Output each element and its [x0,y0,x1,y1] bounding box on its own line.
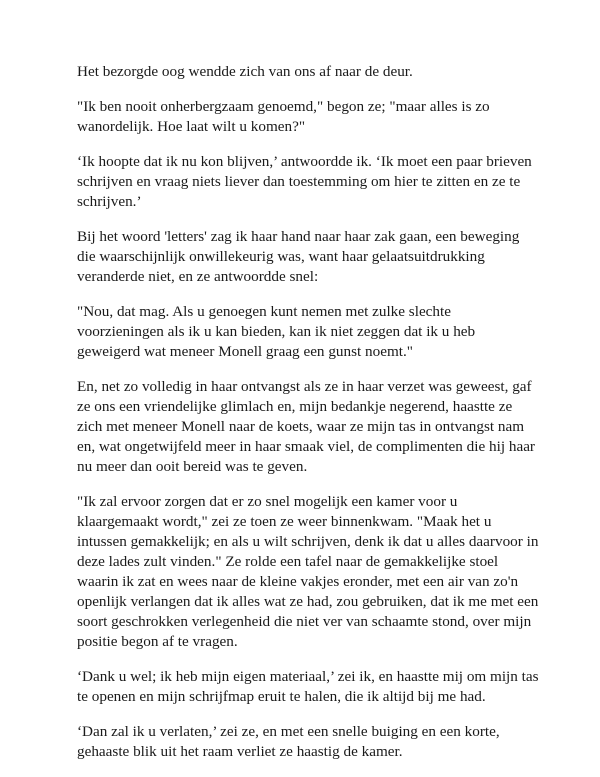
paragraph [77,722,577,762]
paragraph [77,152,577,212]
paragraph [77,377,577,477]
text-line: te openen en mijn schrijfmap eruit te halen, die ik altijd bij me had. [77,688,486,705]
text-line: intussen gemakkelijk; en als u wilt schrijven, denk ik dat u alles daarvoor in [77,533,539,550]
text-line: schrijven.’ [77,193,142,210]
text-line: "Ik ben nooit onherbergzaam genoemd," begon ze; "maar alles is zo [77,98,490,115]
text-line: die waarschijnlijk onwillekeurig was, want haar gelaatsuitdrukking [77,248,485,265]
text-line: wanordelijk. Hoe laat wilt u komen?" [77,118,306,135]
text-line: "Ik zal ervoor zorgen dat er zo snel mogelijk een kamer voor u [77,493,458,510]
text-line: En, net zo volledig in haar ontvangst als ze in haar verzet was geweest, gaf [77,378,532,395]
text-line: Het bezorgde oog wendde zich van ons af naar de deur. [77,63,413,80]
text-line: gehaaste blik uit het raam verliet ze haastig de kamer. [77,743,403,760]
paragraph [77,667,577,707]
text-line: ‘Dank u wel; ik heb mijn eigen materiaal,’ zei ik, en haastte mij om mijn tas [77,668,539,685]
text-line: nu meer dan ooit bereid was te geven. [77,458,308,475]
paragraph [77,302,577,362]
text-line: "Nou, dat mag. Als u genoegen kunt nemen met zulke slechte [77,303,451,320]
paragraph [77,97,577,137]
text-line: veranderde niet, en ze antwoordde snel: [77,268,319,285]
text-line: ze ons een vriendelijke glimlach en, mijn bedankje negerend, haastte ze [77,398,513,415]
text-line: positie begon af te vragen. [77,633,238,650]
text-line: voorzieningen als ik u kan bieden, kan ik niet zeggen dat ik u heb [77,323,476,340]
text-line: geweigerd wat meneer Monell graag een gunst noemt." [77,343,413,360]
text-line: zich met meneer Monell naar de koets, waar ze mijn tas in ontvangst nam [77,418,525,435]
text-line: waarin ik zat en wees naar de kleine vakjes eronder, met een air van zo'n [77,573,519,590]
text-line: ‘Ik hoopte dat ik nu kon blijven,’ antwoordde ik. ‘Ik moet een paar brieven [77,153,532,170]
text-line: schrijven en vraag niets liever dan toestemming om hier te zitten en ze te [77,173,521,190]
text-line: klaargemaakt wordt," zei ze toen ze weer binnenkwam. "Maak het u [77,513,492,530]
paragraph [77,62,577,82]
paragraph [77,227,577,287]
text-line: deze lades zult vinden." Ze rolde een tafel naar de gemakkelijke stoel [77,553,499,570]
text-line: Bij het woord 'letters' zag ik haar hand naar haar zak gaan, een beweging [77,228,520,245]
text-line: ‘Dan zal ik u verlaten,’ zei ze, en met een snelle buiging en een korte, [77,723,500,740]
document-page [77,62,577,777]
text-line: en, wat ongetwijfeld meer in haar smaak viel, de complimenten die hij haar [77,438,535,455]
paragraph [77,492,577,652]
text-line: openlijk verlangen dat ik alles wat ze had, zou gebruiken, dat ik me met een [77,593,539,610]
text-line: soort geschrokken verlegenheid die niet ver van schaamte stond, over mijn [77,613,532,630]
